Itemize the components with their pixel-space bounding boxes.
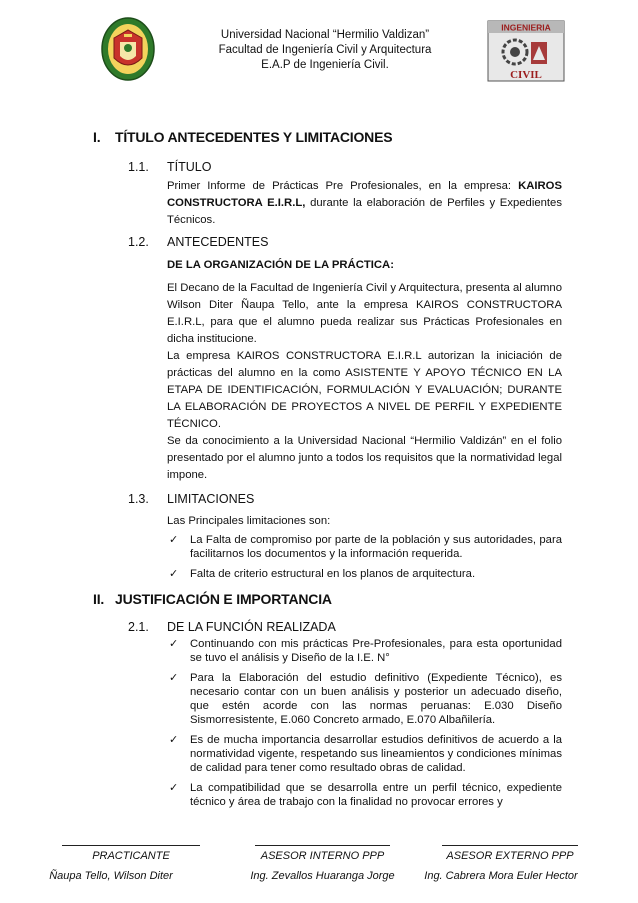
signature-line	[442, 845, 578, 846]
check-icon: ✓	[169, 534, 179, 546]
antecedentes-paragraph-3: Se da conocimiento a la Universidad Nacional “Hermilio Valdizán” en el folio presentado por el alumno junto a todos los requisitos que la normatividad legal impone.	[167, 435, 562, 481]
subsection-limitaciones	[128, 492, 254, 506]
subsection-number: 2.1.	[128, 620, 149, 634]
signature-role: PRACTICANTE	[92, 850, 170, 862]
subsection-label: LIMITACIONES	[167, 492, 255, 506]
list-item-text: Para la Elaboración del estudio definitivo (Expediente Técnico), es necesario contar con un buen análisis y posterior un adecuado diseño, que estén acorde con las normas peruanas: E.030 Diseño Sismorresistente, E.060 Concreto armado, E.070 Albañilería.	[190, 672, 562, 726]
titulo-text-c: durante la elaboración de Perfiles y Expedientes Técnicos.	[167, 197, 562, 226]
list-item-text: Continuando con mis prácticas Pre-Profesionales, para esta oportunidad se tuvo el análisis y Diseño de la I.E. N°	[190, 638, 562, 664]
section-heading-1	[93, 129, 392, 145]
list-item-text: Es de mucha importancia desarrollar estudios definitivos de acuerdo a la normatividad vigente, respetando sus lineamientos y condiciones mínimas de calidad para tener como resultado obras de calidad.	[190, 734, 562, 774]
check-icon: ✓	[169, 568, 179, 580]
list-item	[167, 733, 562, 775]
list-item	[167, 637, 562, 665]
titulo-paragraph	[167, 178, 562, 229]
list-item-text: La Falta de compromiso por parte de la población y sus autoridades, para facilitarnos los documentos y la información requerida.	[190, 534, 562, 560]
logo-text-ingenieria: INGENIERIA	[501, 22, 551, 33]
antecedentes-subtitle: DE LA ORGANIZACIÓN DE LA PRÁCTICA:	[167, 259, 394, 271]
list-item	[167, 671, 562, 727]
subsection-antecedentes	[128, 235, 268, 249]
ingenieria-civil-logo	[487, 20, 565, 82]
signature-asesor-externo	[424, 845, 578, 882]
faculty-name: Facultad de Ingeniería Civil y Arquitectura	[218, 44, 432, 56]
university-seal-logo	[100, 16, 156, 82]
check-icon: ✓	[169, 734, 179, 746]
antecedentes-paragraph-2: La empresa KAIROS CONSTRUCTORA E.I.R.L autorizan la iniciación de prácticas del alumno en la como ASISTENTE Y APOYO TÉCNICO EN LA ETAPA DE IDENTIFICACIÓN, FORMULACIÓN Y EVALUACIÓN; DURANTE LA ELABORACIÓN DE PROYECTOS A NIVEL DE PERFIL Y EXPEDIENTE TÉCNICO.	[167, 350, 562, 430]
subsection-label: TÍTULO	[167, 160, 212, 174]
check-icon: ✓	[169, 782, 179, 794]
subsection-label: DE LA FUNCIÓN REALIZADA	[167, 620, 336, 634]
list-item	[167, 781, 562, 809]
section-title: JUSTIFICACIÓN E IMPORTANCIA	[115, 591, 332, 607]
funcion-list	[167, 637, 562, 815]
list-item-text: La compatibilidad que se desarrolla entre un perfil técnico, expediente técnico y área de trabajo con la finalidad no provocar errores y	[190, 782, 562, 808]
section-number: I.	[93, 129, 101, 145]
signature-asesor-interno	[250, 845, 395, 882]
signature-name: Ñaupa Tello, Wilson Diter	[49, 870, 173, 882]
signature-practicante	[49, 845, 200, 882]
subsection-number: 1.2.	[128, 235, 149, 249]
school-name: E.A.P de Ingeniería Civil.	[261, 59, 389, 71]
signature-name: Ing. Cabrera Mora Euler Hector	[424, 870, 578, 882]
company-name: KAIROS CONSTRUCTORA E.I.R.L,	[167, 180, 562, 209]
section-heading-2	[93, 591, 332, 607]
signature-line	[62, 845, 200, 846]
titulo-text-a: Primer Informe de Prácticas Pre Profesionales, en la empresa:	[167, 180, 519, 192]
check-icon: ✓	[169, 638, 179, 650]
list-item	[167, 567, 562, 581]
subsection-funcion-realizada	[128, 620, 336, 634]
list-item-text: Falta de criterio estructural en los planos de arquitectura.	[190, 568, 476, 580]
signature-role: ASESOR INTERNO PPP	[260, 850, 385, 862]
page-header	[0, 0, 638, 110]
signature-footer	[0, 845, 638, 903]
signature-role: ASESOR EXTERNO PPP	[446, 850, 574, 862]
subsection-label: ANTECEDENTES	[167, 235, 269, 249]
limitaciones-list	[167, 533, 562, 587]
institution-header-text	[190, 28, 460, 73]
list-item	[167, 533, 562, 561]
logo-text-civil: CIVIL	[510, 69, 542, 81]
section-title: TÍTULO ANTECEDENTES Y LIMITACIONES	[115, 129, 393, 145]
limitaciones-intro: Las Principales limitaciones son:	[167, 515, 331, 527]
subsection-number: 1.3.	[128, 492, 149, 506]
subsection-titulo	[128, 160, 211, 174]
section-number: II.	[93, 591, 105, 607]
check-icon: ✓	[169, 672, 179, 684]
university-name: Universidad Nacional “Hermilio Valdizan”	[220, 29, 430, 41]
antecedentes-paragraph-1: El Decano de la Facultad de Ingeniería Civil y Arquitectura, presenta al alumno Wilson Diter Ñaupa Tello, ante la empresa KAIROS CONSTRUCTORA E.I.R.L, para que el alumno pueda realizar sus Prácticas Profesionales en dicha institucione.	[167, 282, 562, 345]
signature-name: Ing. Zevallos Huaranga Jorge	[250, 870, 395, 882]
subsection-number: 1.1.	[128, 160, 149, 174]
signature-line	[255, 845, 390, 846]
